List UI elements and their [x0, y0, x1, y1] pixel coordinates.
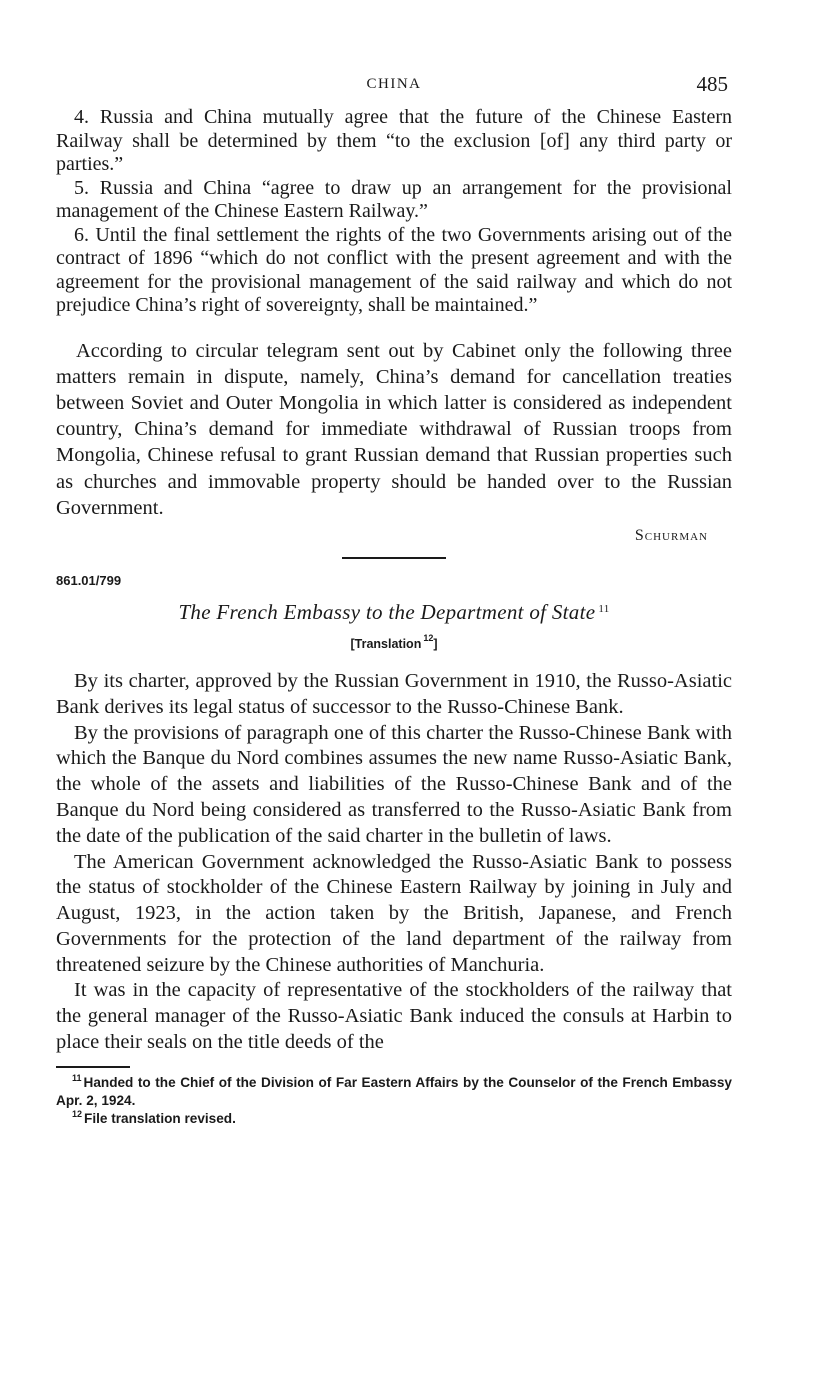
- numbered-points: [56, 106, 732, 318]
- point-5: 5. Russia and China “agree to draw up an arrangement for the provisional management of the Chinese Eastern Railway.”: [56, 176, 732, 222]
- footnote-12: [56, 1110, 732, 1128]
- footnote-mark-11: 11: [72, 1072, 82, 1083]
- document-title: [56, 600, 732, 625]
- footnote-text-12: File translation revised.: [84, 1110, 236, 1126]
- point-4: 4. Russia and China mutually agree that the future of the Chinese Eastern Railway shall be determined by them “to the exclusion [of] any third party or parties.”: [56, 106, 732, 175]
- telegram-summary: [56, 338, 732, 521]
- section-divider: [342, 557, 446, 559]
- document-title-text: The French Embassy to the Department of State: [178, 599, 596, 624]
- translation-label-text: [Translation: [350, 636, 422, 651]
- body-paragraph-1: By its charter, approved by the Russian Government in 1910, the Russo-Asiatic Bank derives its legal status of successor to the Russo-Chinese Bank.: [56, 669, 732, 718]
- body-paragraph-2: By the provisions of paragraph one of this charter the Russo-Chinese Bank with which the Banque du Nord combines assumes the new name Russo-Asiatic Bank, the whole of the assets and liabilities of the Russo-Chinese Bank and of the Banque du Nord being considered as transferred to the Russo-Asiatic Bank from the date of the publication of the said charter in the bulletin of laws.: [56, 721, 732, 847]
- footnote-divider: [56, 1066, 130, 1068]
- body-paragraph-3: The American Government acknowledged the Russo-Asiatic Bank to possess the status of stockholder of the Chinese Eastern Railway by joining in July and August, 1923, in the action taken by the British, Japanese, and French Governments for the protection of the land department of the railway from threatened seizure by the Chinese authorities of Manchuria.: [56, 850, 732, 976]
- footnote-text-11: Handed to the Chief of the Division of Far Eastern Affairs by the Counselor of the French Embassy Apr. 2, 1924.: [56, 1074, 732, 1108]
- point-6: 6. Until the final settlement the rights of the two Governments arising out of the contract of 1896 “which do not conflict with the present agreement and with the agreement for the provisional management of the said railway and which do not prejudice China’s right of sovereignty, shall be maintained.”: [56, 223, 732, 316]
- page: [56, 70, 732, 1128]
- running-header: [56, 70, 732, 106]
- file-number: 861.01/799: [56, 572, 122, 588]
- summary-paragraph: According to circular telegram sent out by Cabinet only the following three matters remain in dispute, namely, China’s demand for cancellation treaties between Soviet and Outer Mongolia in which latter is considered as independent country, China’s demand for immediate withdrawal of Russian troops from Mongolia, Chinese refusal to grant Russian demand that Russian properties such as churches and immovable property should be handed over to the Russian Government.: [56, 339, 732, 519]
- document-body: [56, 669, 732, 1056]
- footnote-ref-11: 11: [598, 602, 610, 615]
- page-number: 485: [696, 72, 728, 96]
- footnotes: [56, 1074, 732, 1128]
- translation-label-close: ]: [433, 636, 438, 651]
- translation-label: [56, 632, 732, 651]
- footnote-11: [56, 1074, 732, 1110]
- running-title: CHINA: [366, 76, 422, 92]
- body-paragraph-4: It was in the capacity of representative of the stockholders of the railway that the general manager of the Russo-Asiatic Bank induced the consuls at Harbin to place their seals on the title deeds of the: [56, 979, 732, 1054]
- footnote-mark-12: 12: [72, 1108, 83, 1119]
- footnote-ref-12: 12: [423, 632, 434, 643]
- signature: Schurman: [634, 526, 708, 544]
